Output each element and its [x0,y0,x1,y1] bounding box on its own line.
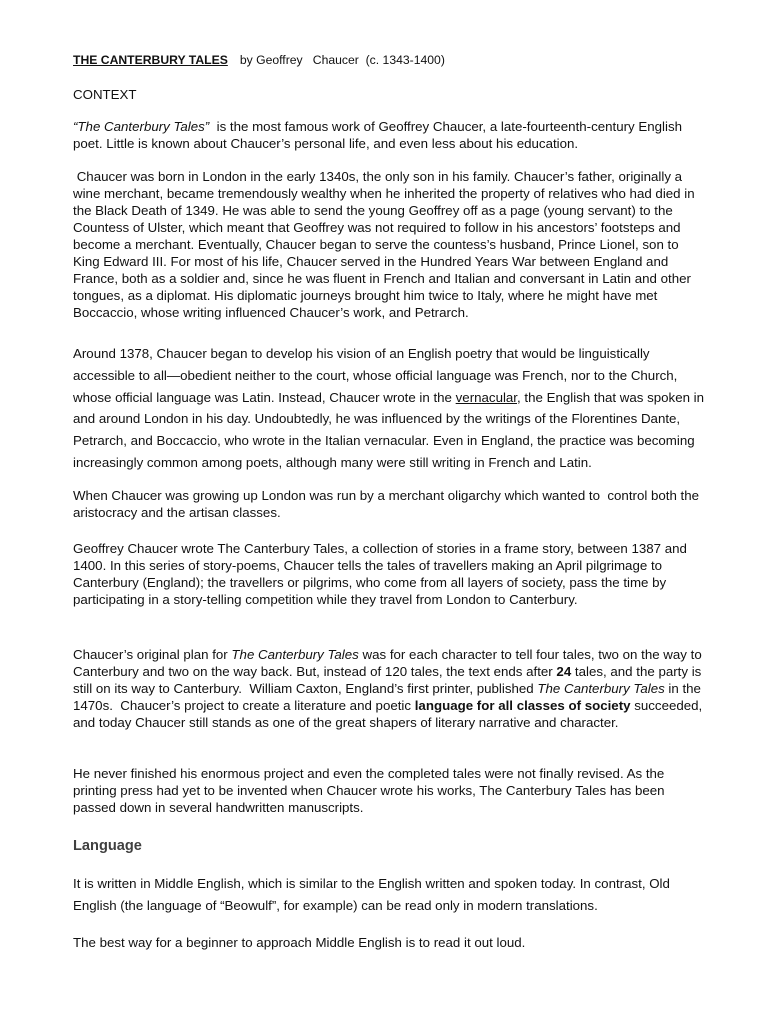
plan-title-2: The Canterbury Tales [537,681,665,696]
paragraph-vision-text-b: , the English that was spoken in and around London in his day. Undoubtedly, he was influenced by the writings of the Florentines Dante, Petrarch, and Boccaccio, who wrote in the Italian vernacular. Even in England, the practice was becoming increasingly common among poets, although many were still writing in French and Latin. [73,389,705,470]
paragraph-middle-english: It is written in Middle English, which is similar to the English written and spoken today. In contrast, Old English (the language of “Beowulf”, for example) can be read only in modern translations. [73,876,670,913]
plan-bold-phrase: language for all classes of society [414,698,631,713]
paragraph-read-aloud: The best way for a beginner to approach Middle English is to read it out loud. [73,935,526,950]
paragraph-vision [73,343,705,474]
paragraph-original-plan [73,646,705,731]
vernacular-term: vernacular [455,389,518,405]
work-title-italic: “The Canterbury Tales” [73,119,210,134]
tale-count: 24 [556,664,572,679]
document-byline: by Geoffrey Chaucer (c. 1343-1400) [239,53,445,67]
plan-text-e: succeeded, and today Chaucer still stands as one of the great shapers of literary narrative and character. [73,698,703,730]
plan-text-c: tales, and the party is still on its way to Canterbury. William Caxton, England’s first printer, published [73,664,706,696]
paragraph-oligarchy: When Chaucer was growing up London was run by a merchant oligarchy which wanted to control both the aristocracy and the artisan classes. [73,488,703,520]
paragraph-biography: Chaucer was born in London in the early 1340s, the only son in his family. Chaucer’s father, originally a wine merchant, became tremendously wealthy when he inherited the property of relatives who had died in the Black Death of 1349. He was able to send the young Geoffrey off as a page (young servant) to the Countess of Ulster, which meant that Geoffrey was not required to follow in his ancestors’ footsteps and become a merchant. Eventually, Chaucer began to serve the countess’s husband, Prince Lionel, son to King Edward III. For most of his life, Chaucer served in the Hundred Years War between England and France, both as a soldier and, since he was fluent in French and Italian and conversant in Latin and other tongues, as a diplomat. His diplomatic journeys brought him twice to Italy, where he might have met Boccaccio, whose writing influenced Chaucer’s work, and Petrarch. [73,169,699,320]
plan-text-b: was for each character to tell four tales, two on the way to Canterbury and two on the way back. But, instead of 120 tales, the text ends after [73,647,702,679]
paragraph-frame-story: Geoffrey Chaucer wrote The Canterbury Tales, a collection of stories in a frame story, between 1387 and 1400. In this series of story-poems, Chaucer tells the tales of travellers making an April pilgrimage to Canterbury (England); the travellers or pilgrims, who come from all layers of society, pass the time by participating in a story-telling competition while they travel from London to Canterbury. [73,541,687,607]
paragraph-intro [73,118,705,152]
plan-title-1: The Canterbury Tales [231,647,359,662]
paragraph-vision-text-a: Around 1378, Chaucer began to develop his vision of an English poetry that would be linguistically accessible to all—obedient neither to the court, whose official language was French, nor to the Church, whose official language was Latin. Instead, Chaucer wrote in the [73,346,678,405]
paragraph-unfinished: He never finished his enormous project and even the completed tales were not finally revised. As the printing press had yet to be invented when Chaucer wrote his works, The Canterbury Tales has been passed down in several handwritten manuscripts. [73,766,665,815]
section-heading-context: CONTEXT [73,87,137,102]
section-heading-language: Language [73,838,142,854]
document-title: THE CANTERBURY TALES [73,53,228,67]
plan-text-a: Chaucer’s original plan for [73,647,232,662]
document-header [73,52,705,69]
plan-text-d: in the 1470s. Chaucer’s project to create a literature and poetic [73,681,705,713]
paragraph-intro-text: is the most famous work of Geoffrey Chaucer, a late-fourteenth-century English poet. Little is known about Chaucer’s personal life, and even less about his education. [73,119,686,151]
